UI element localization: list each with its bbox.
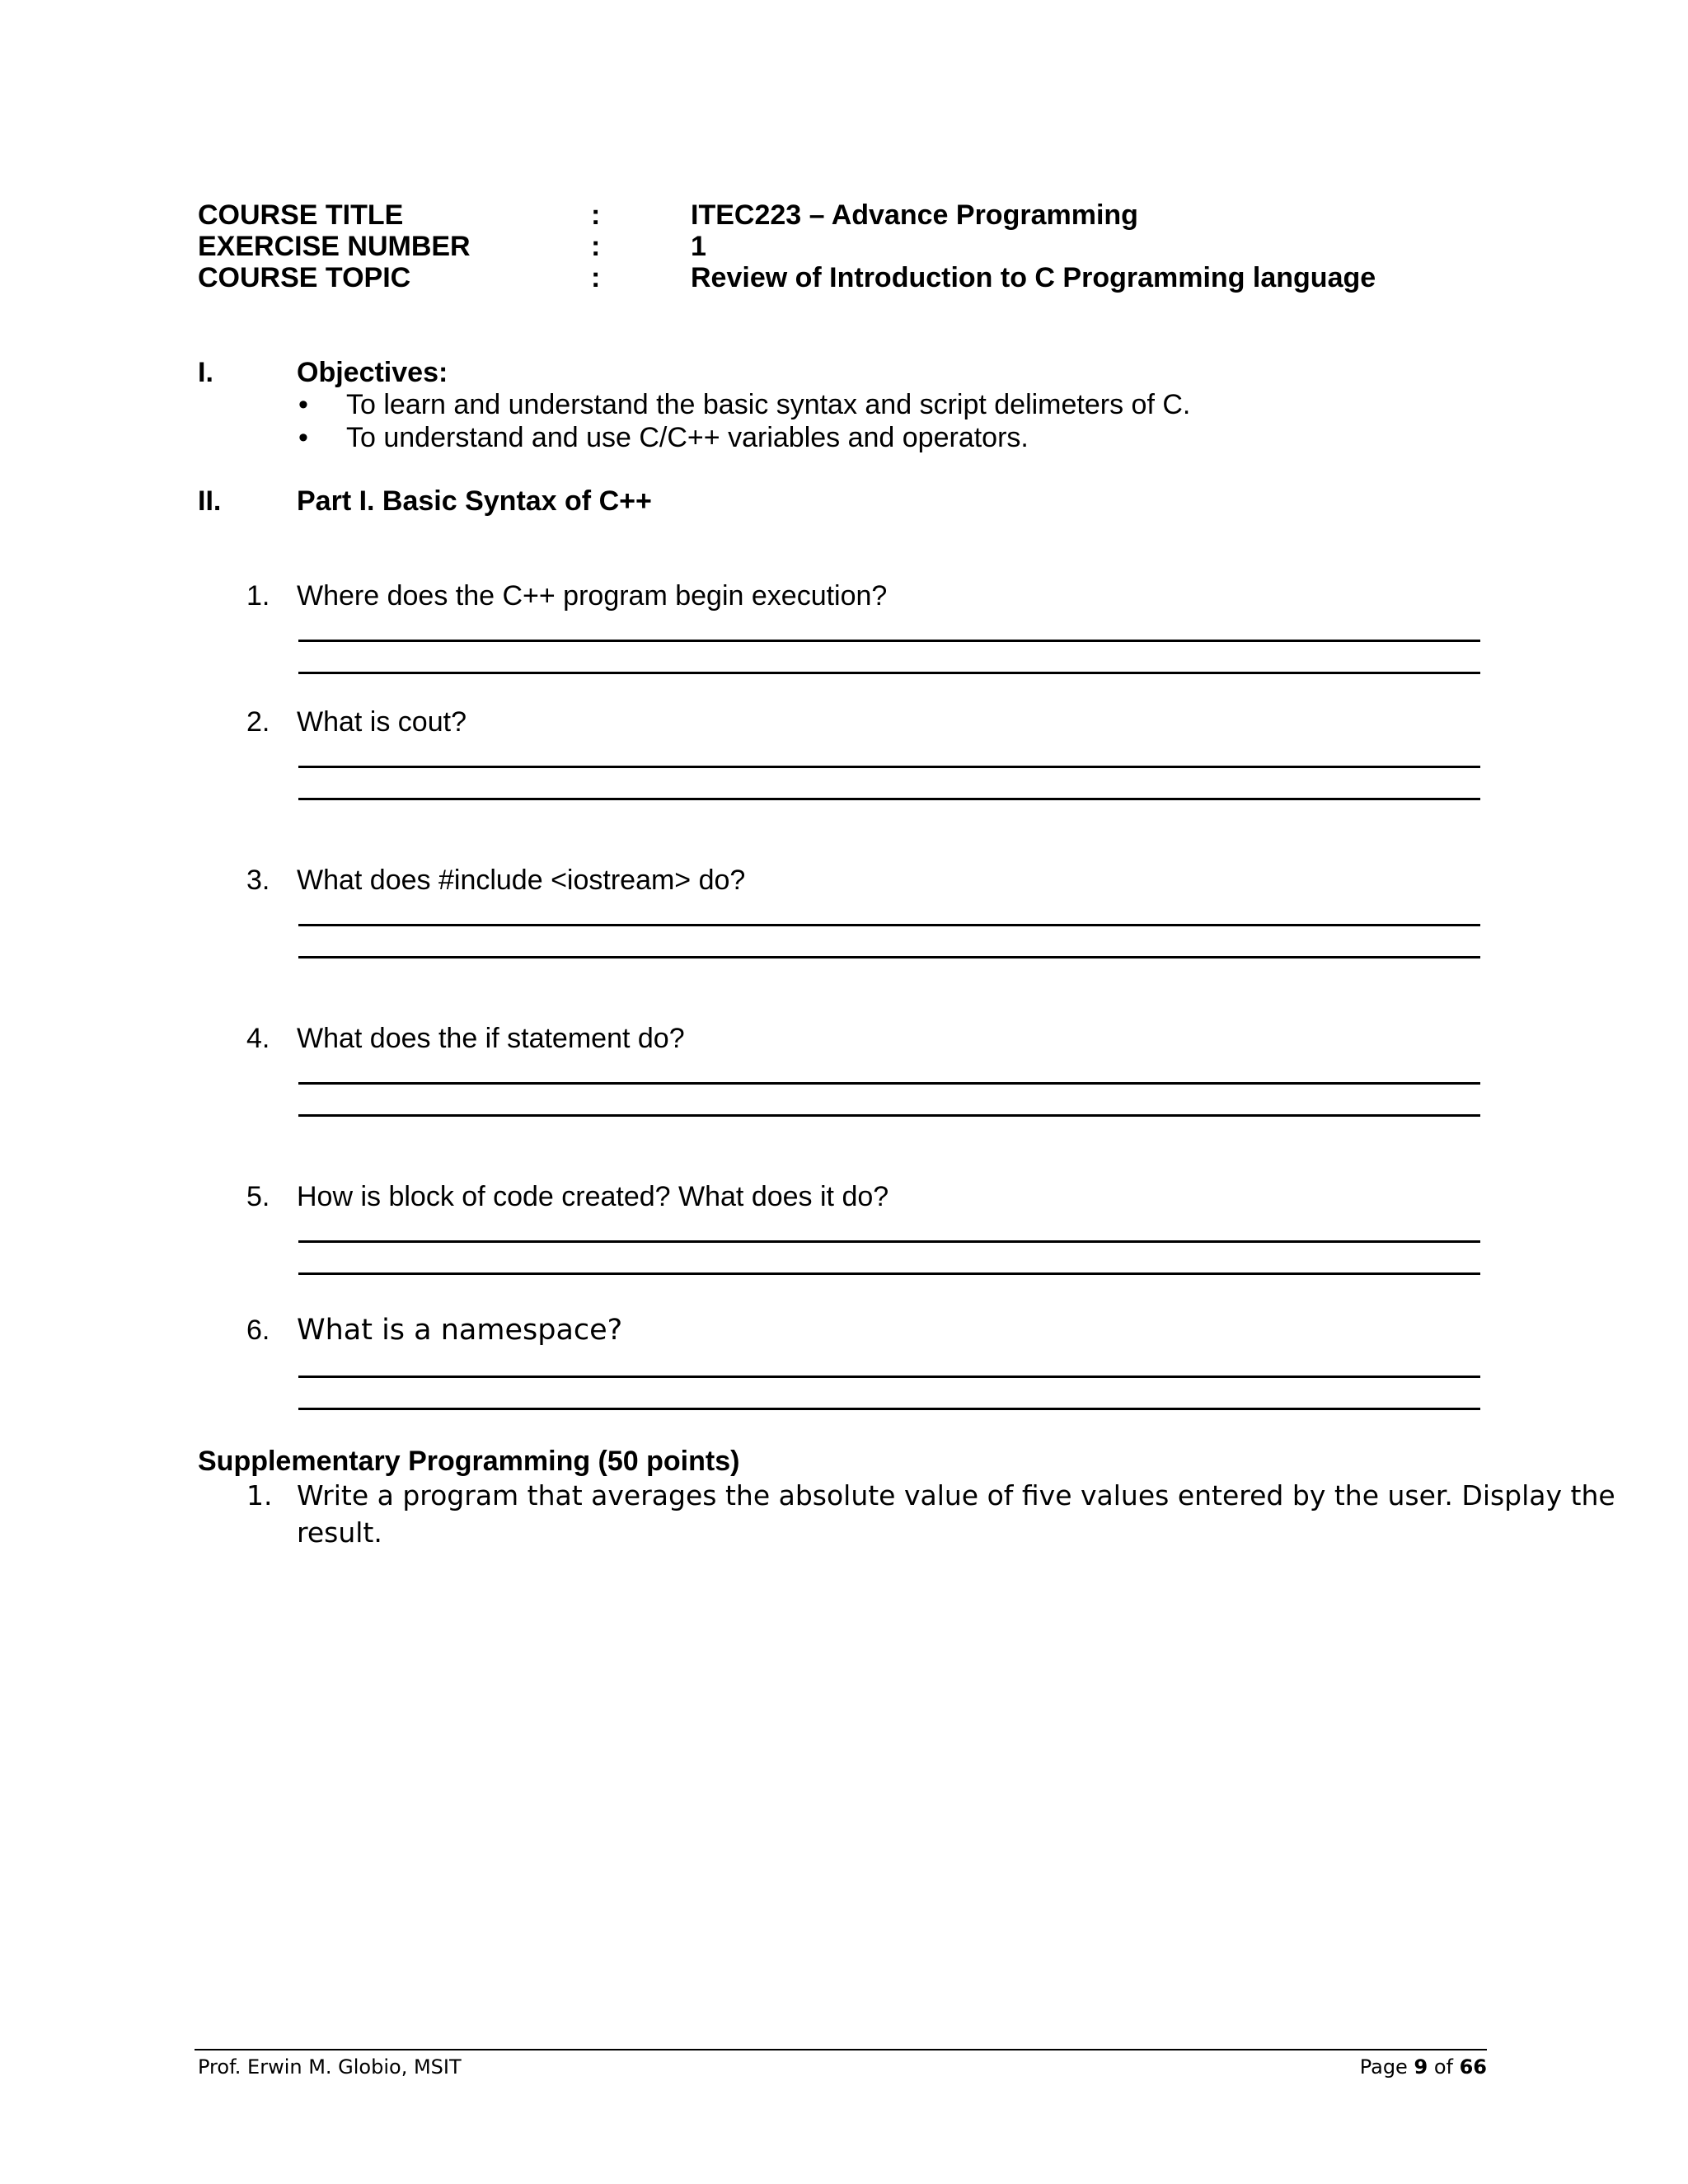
answer-line[interactable]: [298, 798, 1480, 800]
answer-line[interactable]: [298, 1240, 1480, 1243]
answer-line[interactable]: [298, 672, 1480, 674]
course-topic-label: COURSE TOPIC: [198, 262, 411, 293]
answer-line[interactable]: [298, 924, 1480, 926]
footer-divider: [195, 2049, 1487, 2050]
exercise-number-value: 1: [691, 231, 706, 262]
section-2-numeral: II.: [198, 485, 222, 517]
answer-line[interactable]: [298, 640, 1480, 642]
bullet-icon: •: [298, 422, 308, 453]
course-topic-colon: :: [591, 262, 601, 293]
answer-line[interactable]: [298, 1082, 1480, 1085]
question-number: 6.: [246, 1315, 270, 1346]
question-number: 1.: [246, 580, 270, 612]
objectives-heading: Objectives:: [297, 357, 448, 388]
exercise-number-colon: :: [591, 231, 601, 262]
course-title-colon: :: [591, 199, 601, 231]
course-title-value: ITEC223 – Advance Programming: [691, 199, 1138, 231]
question-number: 2.: [246, 706, 270, 738]
answer-line[interactable]: [298, 1272, 1480, 1275]
section-1-numeral: I.: [198, 357, 213, 388]
course-title-label: COURSE TITLE: [198, 199, 404, 231]
question-text: What is a namespace?: [297, 1314, 623, 1347]
page-of: of: [1433, 2055, 1453, 2079]
page-total: 66: [1459, 2055, 1487, 2079]
supplementary-number: 1.: [246, 1479, 273, 1511]
question-text: What is cout?: [297, 706, 467, 738]
question-number: 4.: [246, 1023, 270, 1054]
answer-line[interactable]: [298, 1376, 1480, 1378]
supplementary-text-line-1: Write a program that averages the absolute value of five values entered by the user. Display the: [297, 1479, 1615, 1511]
question-number: 3.: [246, 865, 270, 896]
bullet-icon: •: [298, 389, 308, 420]
answer-line[interactable]: [298, 766, 1480, 768]
answer-line[interactable]: [298, 1408, 1480, 1410]
objective-item: To understand and use C/C++ variables and operators.: [346, 422, 1029, 453]
page-number: [1360, 2055, 1487, 2079]
question-number: 5.: [246, 1181, 270, 1212]
footer-author: Prof. Erwin M. Globio, MSIT: [198, 2055, 462, 2079]
answer-line[interactable]: [298, 1114, 1480, 1117]
supplementary-text-line-2: result.: [297, 1516, 382, 1549]
page-prefix: Page: [1359, 2055, 1408, 2079]
supplementary-heading: Supplementary Programming (50 points): [198, 1446, 740, 1477]
question-text: What does the if statement do?: [297, 1023, 685, 1054]
objective-item: To learn and understand the basic syntax and script delimeters of C.: [346, 389, 1191, 420]
question-text: What does #include <iostream> do?: [297, 865, 746, 896]
part-1-heading: Part I. Basic Syntax of C++: [297, 485, 652, 517]
exercise-number-label: EXERCISE NUMBER: [198, 231, 471, 262]
question-text: How is block of code created? What does it do?: [297, 1181, 889, 1212]
question-text: Where does the C++ program begin execution?: [297, 580, 888, 612]
page-current: 9: [1414, 2055, 1428, 2079]
course-topic-value: Review of Introduction to C Programming language: [691, 262, 1376, 293]
answer-line[interactable]: [298, 956, 1480, 958]
